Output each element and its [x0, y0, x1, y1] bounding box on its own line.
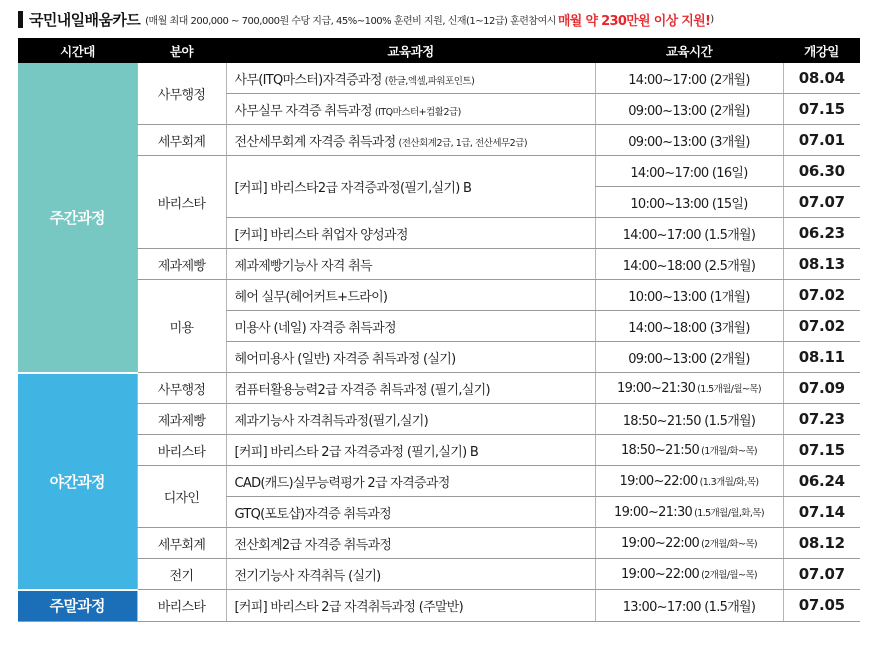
course-name: 미용사 (네일) 자격증 취득과정 — [234, 320, 396, 336]
header-marker-bar — [18, 11, 23, 28]
field-cell: 사무행정 — [137, 63, 226, 125]
table-row — [18, 373, 860, 404]
course-cell — [226, 63, 595, 94]
course-cell — [226, 590, 595, 622]
time-cell — [595, 497, 783, 528]
field-cell: 미용 — [137, 280, 226, 373]
page-header — [18, 5, 878, 33]
course-cell — [226, 156, 595, 218]
start-date-cell: 07.05 — [783, 590, 860, 622]
field-cell: 세무회계 — [137, 125, 226, 156]
course-name: 전산회계2급 자격증 취득과정 — [234, 537, 392, 553]
time-text: 09:00~13:00 (3개월) — [628, 134, 750, 150]
course-cell — [226, 342, 595, 373]
start-date-cell: 08.12 — [783, 528, 860, 559]
subtitle-close: ) — [710, 13, 715, 25]
table-row — [18, 404, 860, 435]
time-text: 19:00~22:00 — [620, 566, 700, 582]
time-note: (1.3개월/화,목) — [699, 476, 759, 488]
time-cell — [595, 528, 783, 559]
start-date-cell: 08.13 — [783, 249, 860, 280]
course-note: (ITQ마스터+컴활2급) — [374, 106, 461, 118]
time-cell — [595, 63, 783, 94]
time-cell — [595, 435, 783, 466]
start-date-cell: 06.30 — [783, 156, 860, 187]
course-name: 헤어 실무(헤어커트+드라이) — [234, 289, 388, 305]
start-date-cell: 07.02 — [783, 311, 860, 342]
field-cell: 바리스타 — [137, 156, 226, 249]
table-row — [18, 63, 860, 94]
start-date-cell: 08.11 — [783, 342, 860, 373]
course-name: 제과제빵기능사 자격 취득 — [234, 258, 372, 274]
course-name: 전산세무회계 자격증 취득과정 — [234, 134, 396, 150]
course-cell — [226, 497, 595, 528]
course-note: (한글,엑셀,파워포인트) — [384, 75, 475, 87]
start-date-cell: 07.14 — [783, 497, 860, 528]
field-cell: 디자인 — [137, 466, 226, 528]
course-name: GTQ(포토샵)자격증 취득과정 — [234, 506, 391, 522]
start-date-cell: 07.15 — [783, 435, 860, 466]
field-cell: 바리스타 — [137, 590, 226, 622]
group-weekend-label: 주말과정 — [18, 590, 137, 622]
time-note: (1.5개월/월,화,목) — [694, 507, 764, 519]
table-row — [18, 280, 860, 311]
course-cell — [226, 373, 595, 404]
start-date-cell: 08.04 — [783, 63, 860, 94]
course-cell — [226, 528, 595, 559]
page-title: 국민내일배움카드 — [29, 10, 141, 29]
time-text: 13:00~17:00 (1.5개월) — [622, 599, 756, 615]
field-cell: 사무행정 — [137, 373, 226, 404]
course-cell — [226, 218, 595, 249]
table-row — [18, 156, 860, 187]
course-name: CAD(캐드)실무능력평가 2급 자격증과정 — [234, 475, 450, 491]
time-text: 14:00~17:00 (16일) — [630, 165, 748, 181]
group-night-label: 야간과정 — [18, 373, 137, 590]
time-cell — [595, 94, 783, 125]
table-row — [18, 466, 860, 497]
course-name: 컴퓨터활용능력2급 자격증 취득과정 (필기,실기) — [234, 382, 490, 398]
course-cell — [226, 466, 595, 497]
field-cell: 세무회계 — [137, 528, 226, 559]
time-text: 19:00~21:30 — [614, 504, 693, 520]
start-date-cell: 07.01 — [783, 125, 860, 156]
course-name: [커피] 바리스타 2급 자격증과정 (필기,실기) B — [234, 444, 479, 460]
time-text: 14:00~17:00 (1.5개월) — [622, 227, 756, 243]
field-cell: 제과제빵 — [137, 404, 226, 435]
time-text: 14:00~17:00 (2개월) — [628, 72, 750, 88]
time-cell — [595, 218, 783, 249]
col-header-timeslot: 시간대 — [18, 38, 137, 63]
time-text: 18:50~21:50 (1.5개월) — [622, 413, 756, 429]
group-day-label: 주간과정 — [18, 63, 137, 373]
course-name: 제과기능사 자격취득과정(필기,실기) — [234, 413, 428, 429]
time-cell — [595, 466, 783, 497]
time-cell — [595, 280, 783, 311]
field-cell: 전기 — [137, 559, 226, 590]
start-date-cell: 07.09 — [783, 373, 860, 404]
table-row — [18, 125, 860, 156]
time-text: 10:00~13:00 (1개월) — [628, 289, 750, 305]
col-header-field: 분야 — [137, 38, 226, 63]
course-cell — [226, 435, 595, 466]
time-note: (1.5개월/월~목) — [697, 383, 761, 395]
time-cell — [595, 125, 783, 156]
start-date-cell: 06.24 — [783, 466, 860, 497]
time-cell — [595, 156, 783, 187]
course-cell — [226, 404, 595, 435]
page-subtitle: (매월 최대 200,000 ~ 700,000원 수당 지급, 45%~100% 훈련비 지원, 신재(1~12급) 훈련참여시 — [145, 15, 556, 27]
time-note: (1개월/화~목) — [701, 445, 758, 457]
course-name: 사무실무 자격증 취득과정 — [234, 103, 372, 119]
schedule-table — [18, 38, 860, 622]
course-cell — [226, 125, 595, 156]
time-cell — [595, 249, 783, 280]
course-name: 사무(ITQ마스터)자격증과정 — [234, 72, 382, 88]
field-cell: 바리스타 — [137, 435, 226, 466]
table-header-row — [18, 38, 860, 63]
start-date-cell: 07.02 — [783, 280, 860, 311]
time-text: 19:00~21:30 — [617, 380, 696, 396]
course-cell — [226, 280, 595, 311]
time-cell — [595, 590, 783, 622]
time-cell — [595, 342, 783, 373]
start-date-cell: 06.23 — [783, 218, 860, 249]
course-name: [커피] 바리스타 2급 자격취득과정 (주말반) — [234, 599, 464, 615]
course-cell — [226, 94, 595, 125]
start-date-cell: 07.07 — [783, 559, 860, 590]
time-text: 19:00~22:00 — [620, 535, 700, 551]
course-name: [커피] 바리스타 취업자 양성과정 — [234, 227, 408, 243]
table-row — [18, 435, 860, 466]
time-cell — [595, 311, 783, 342]
course-cell — [226, 311, 595, 342]
support-highlight: 매월 약 230만원 이상 지원! — [557, 13, 711, 29]
time-text: 14:00~18:00 (2.5개월) — [622, 258, 756, 274]
time-text: 10:00~13:00 (15일) — [630, 196, 748, 212]
time-cell — [595, 559, 783, 590]
time-cell — [595, 404, 783, 435]
course-cell — [226, 249, 595, 280]
course-note: (전산회계2급, 1급, 전산세무2급) — [398, 137, 528, 149]
table-row — [18, 249, 860, 280]
time-text: 18:50~21:50 — [620, 442, 700, 458]
field-cell: 제과제빵 — [137, 249, 226, 280]
course-cell — [226, 559, 595, 590]
start-date-cell: 07.15 — [783, 94, 860, 125]
time-note: (2개월/화~목) — [701, 538, 758, 550]
time-text: 09:00~13:00 (2개월) — [628, 103, 750, 119]
course-name: 헤어미용사 (일반) 자격증 취득과정 (실기) — [234, 351, 456, 367]
table-row — [18, 559, 860, 590]
table-row — [18, 590, 860, 622]
time-text: 19:00~22:00 — [619, 473, 698, 489]
time-cell — [595, 373, 783, 404]
table-row — [18, 528, 860, 559]
course-name: [커피] 바리스타2급 자격증과정(필기,실기) B — [234, 181, 472, 196]
time-note: (2개월/월~목) — [701, 569, 758, 581]
time-text: 14:00~18:00 (3개월) — [628, 320, 750, 336]
col-header-start-date: 개강일 — [783, 38, 860, 63]
start-date-cell: 07.07 — [783, 187, 860, 218]
time-cell — [595, 187, 783, 218]
col-header-hours: 교육시간 — [595, 38, 783, 63]
start-date-cell: 07.23 — [783, 404, 860, 435]
col-header-course: 교육과정 — [226, 38, 595, 63]
time-text: 09:00~13:00 (2개월) — [628, 351, 750, 367]
course-name: 전기기능사 자격취득 (실기) — [234, 568, 381, 584]
